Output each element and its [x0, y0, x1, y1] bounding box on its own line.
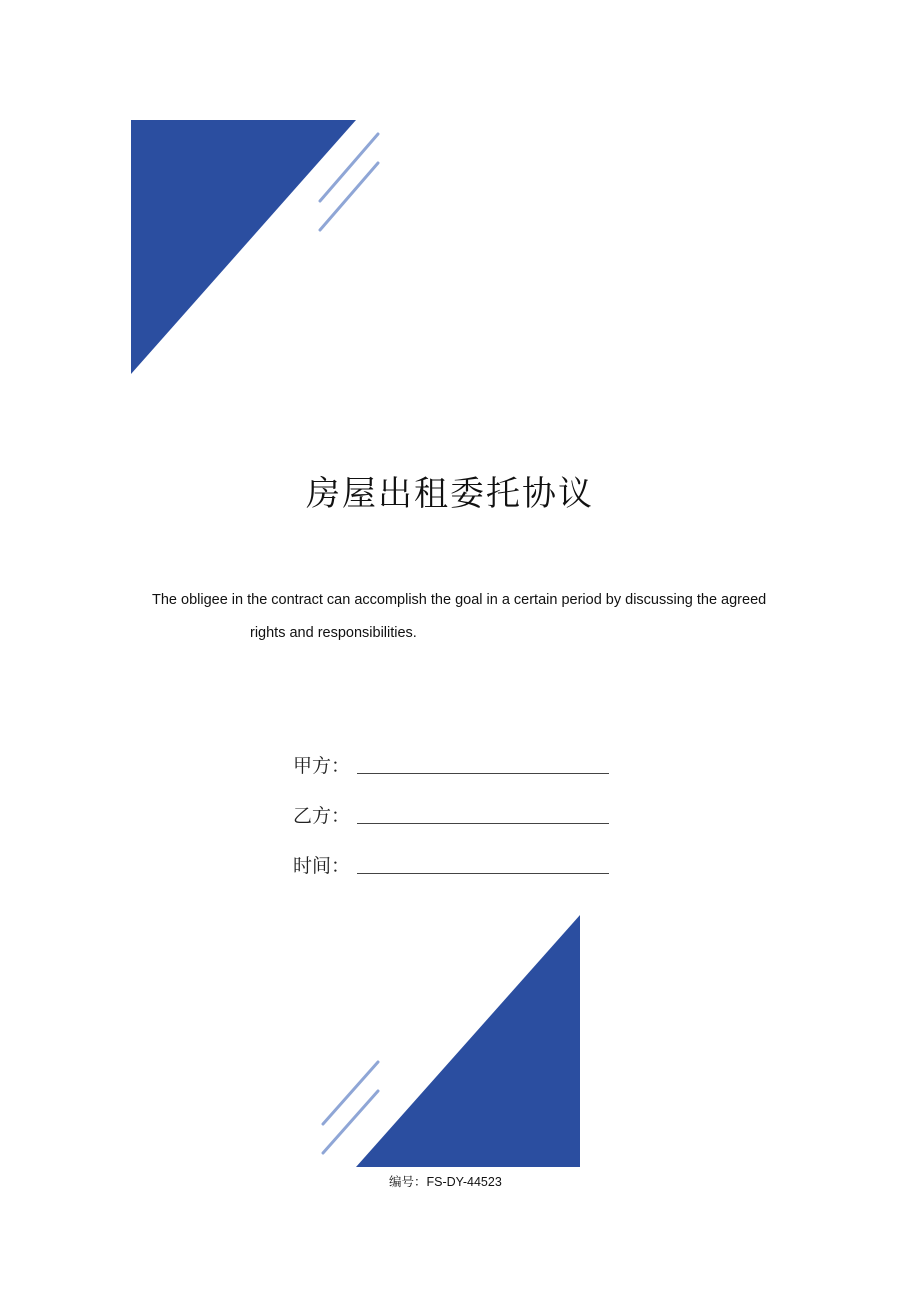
date-label: 时间： — [293, 855, 351, 877]
party-a-blank-line — [357, 773, 609, 774]
bottom-stripes — [323, 1062, 378, 1153]
subtitle-line-2: rights and responsibilities. — [250, 625, 417, 641]
subtitle-line-1: The obligee in the contract can accomplish the goal in a certain period by discussing the agreed — [152, 592, 767, 608]
party-a-field — [293, 748, 609, 778]
code-label: 编号： — [389, 1175, 427, 1189]
date-blank-line — [357, 873, 609, 874]
document-title: 房屋出租委托协议 — [306, 474, 594, 514]
party-b-label: 乙方： — [293, 805, 351, 827]
party-b-blank-line — [357, 823, 609, 824]
date-field — [293, 848, 609, 878]
document-code — [389, 1172, 502, 1190]
top-blue-triangle — [131, 120, 356, 374]
code-value: FS-DY-44523 — [426, 1175, 502, 1189]
bottom-blue-triangle — [356, 915, 580, 1167]
party-a-label: 甲方： — [293, 755, 351, 777]
document-subtitle — [152, 584, 772, 650]
party-b-field — [293, 798, 609, 828]
